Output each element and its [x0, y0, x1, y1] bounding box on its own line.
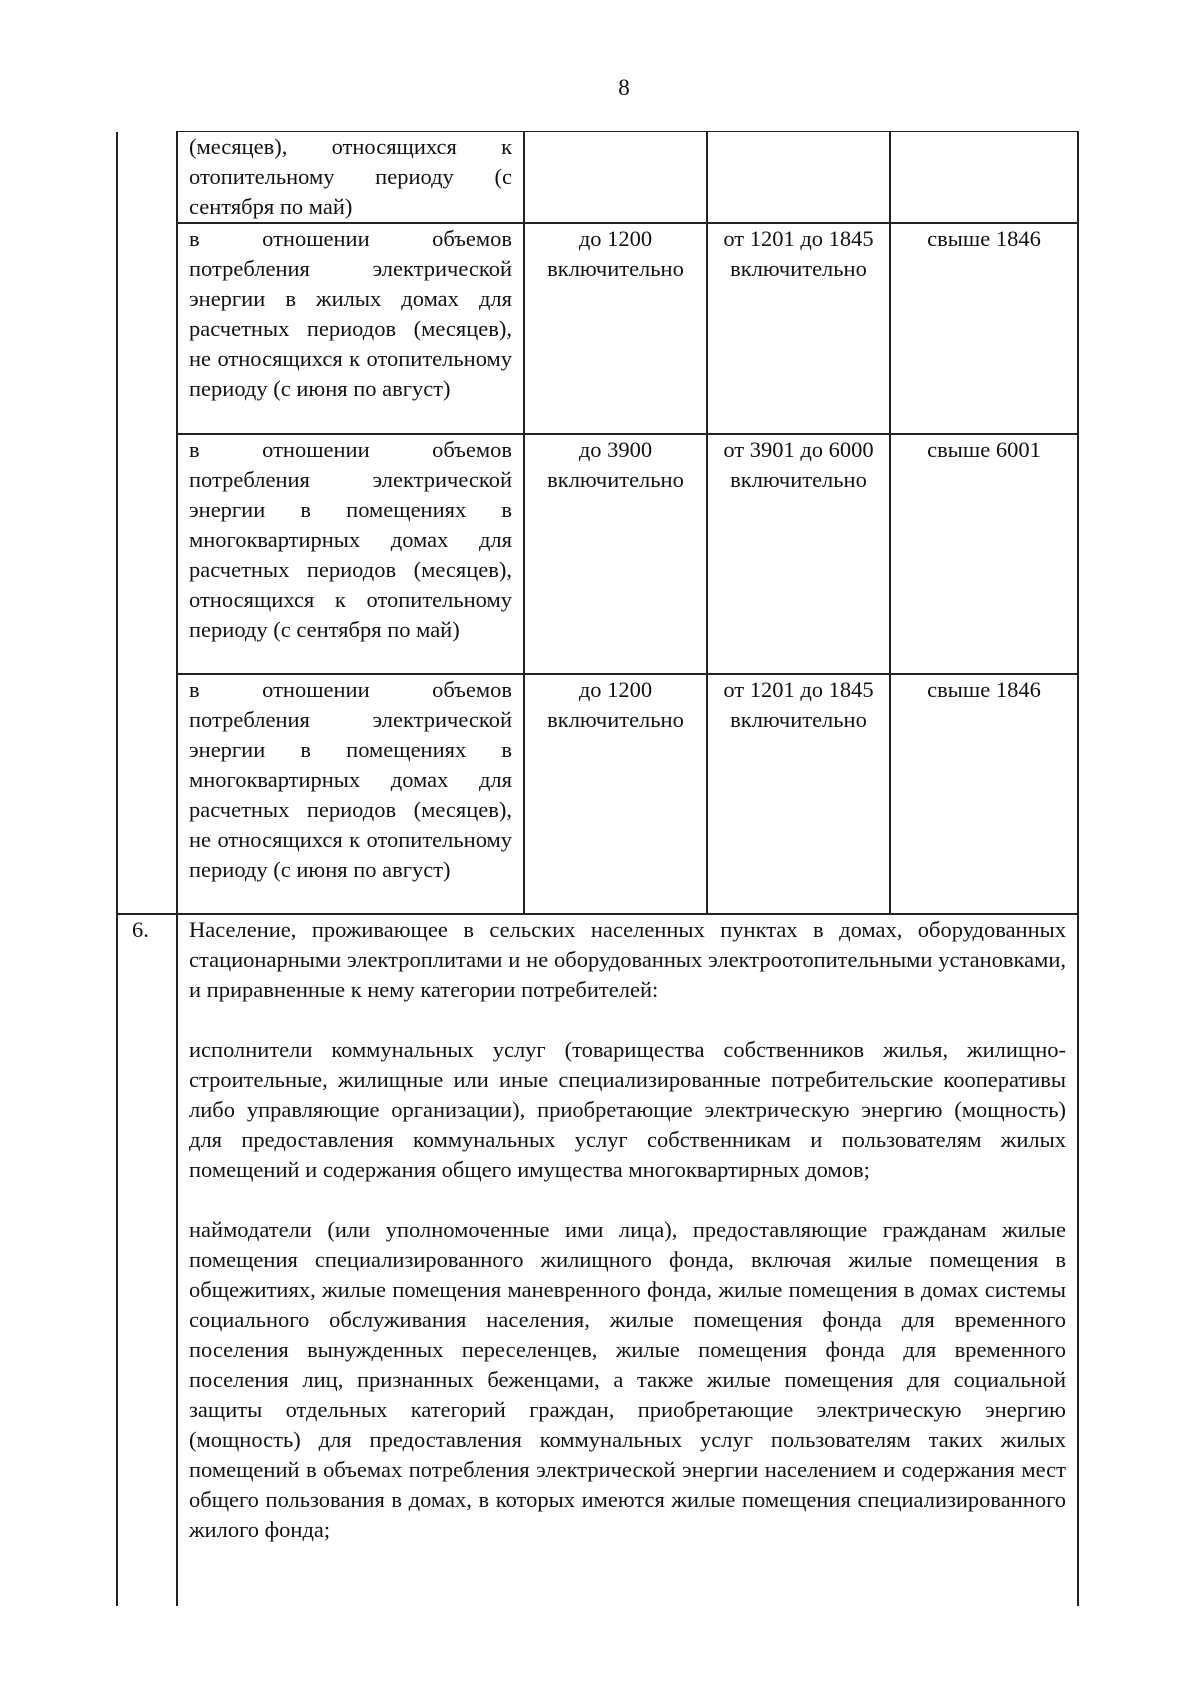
table-row	[117, 674, 1078, 914]
table-row	[117, 434, 1078, 674]
page-number: 8	[618, 75, 630, 100]
value-high: свыше 1846	[927, 226, 1041, 251]
row-description: в отношении объемов потребления электрической энергии в помещениях в многоквартирных домах для расчетных периодов (месяцев), не относящихся к отопительному периоду (с июня по август)	[189, 677, 512, 882]
value-low: до 3900 включительно	[547, 437, 684, 492]
row-number-cell	[117, 434, 177, 674]
value-mid-cell	[707, 434, 890, 674]
description-cell	[177, 674, 524, 914]
value-low-cell	[524, 674, 707, 914]
value-high-cell	[890, 434, 1078, 674]
row-number-cell	[117, 132, 177, 224]
row-number-cell	[117, 914, 177, 1606]
value-low-cell	[524, 132, 707, 224]
paragraph: наймодатели (или уполномоченные ими лица), предоставляющие гражданам жилые помещения специализированного жилищного фонда, включая жилые помещения в общежитиях, жилые помещения маневренного фонда, жилые помещения в домах системы социального обслуживания населения, жилые помещения фонда для временного поселения вынужденных переселенцев, жилые помещения фонда для временного поселения лиц, признанных беженцами, а также жилые помещения для социальной защиты отдельных категорий граждан, приобретающие электрическую энергию (мощность) для предоставления коммунальных услуг пользователям таких жилых помещений в объемах потребления электрической энергии населением и содержания мест общего пользования в домах, в которых имеются жилые помещения специализированного жилого фонда;	[189, 1217, 1066, 1542]
value-high: свыше 1846	[927, 677, 1041, 702]
table-row-section-6	[117, 914, 1078, 1606]
value-mid: от 1201 до 1845 включительно	[723, 226, 874, 281]
value-mid-cell	[707, 132, 890, 224]
row-description: в отношении объемов потребления электрической энергии в жилых домах для расчетных периодов (месяцев), не относящихся к отопительному периоду (с июня по август)	[189, 226, 512, 401]
value-low: до 1200 включительно	[547, 226, 684, 281]
value-high-cell	[890, 223, 1078, 434]
row-number: 6.	[132, 917, 149, 942]
row-number-cell	[117, 674, 177, 914]
value-mid-cell	[707, 223, 890, 434]
paragraph: Население, проживающее в сельских населенных пунктах в домах, оборудованных стационарными электроплитами и не оборудованных электроотопительными установками, и приравненные к нему категории потребителей:	[189, 917, 1066, 1002]
value-mid: от 1201 до 1845 включительно	[723, 677, 874, 732]
table-row	[117, 223, 1078, 434]
row-description: (месяцев), относящихся к отопительному периоду (с сентября по май)	[189, 134, 512, 219]
value-mid: от 3901 до 6000 включительно	[723, 437, 874, 492]
description-cell	[177, 434, 524, 674]
paragraph: исполнители коммунальных услуг (товарищества собственников жилья, жилищно-строительные, жилищные или иные специализированные потребительские кооперативы либо управляющие организации), приобретающие электрическую энергию (мощность) для предоставления коммунальных услуг собственникам и пользователям жилых помещений и содержания общего имущества многоквартирных домов;	[189, 1037, 1066, 1182]
value-mid-cell	[707, 674, 890, 914]
value-high-cell	[890, 132, 1078, 224]
value-high-cell	[890, 674, 1078, 914]
section-6-text	[178, 915, 1077, 1545]
row-number-cell	[117, 223, 177, 434]
table-row	[117, 132, 1078, 224]
section-6-content	[177, 914, 1078, 1606]
value-low: до 1200 включительно	[547, 677, 684, 732]
row-description: в отношении объемов потребления электрической энергии в помещениях в многоквартирных домах для расчетных периодов (месяцев), относящихся к отопительному периоду (с сентября по май)	[189, 437, 512, 642]
description-cell	[177, 132, 524, 224]
value-low-cell	[524, 223, 707, 434]
tariff-table	[116, 131, 1079, 1606]
description-cell	[177, 223, 524, 434]
value-high: свыше 6001	[927, 437, 1041, 462]
value-low-cell	[524, 434, 707, 674]
